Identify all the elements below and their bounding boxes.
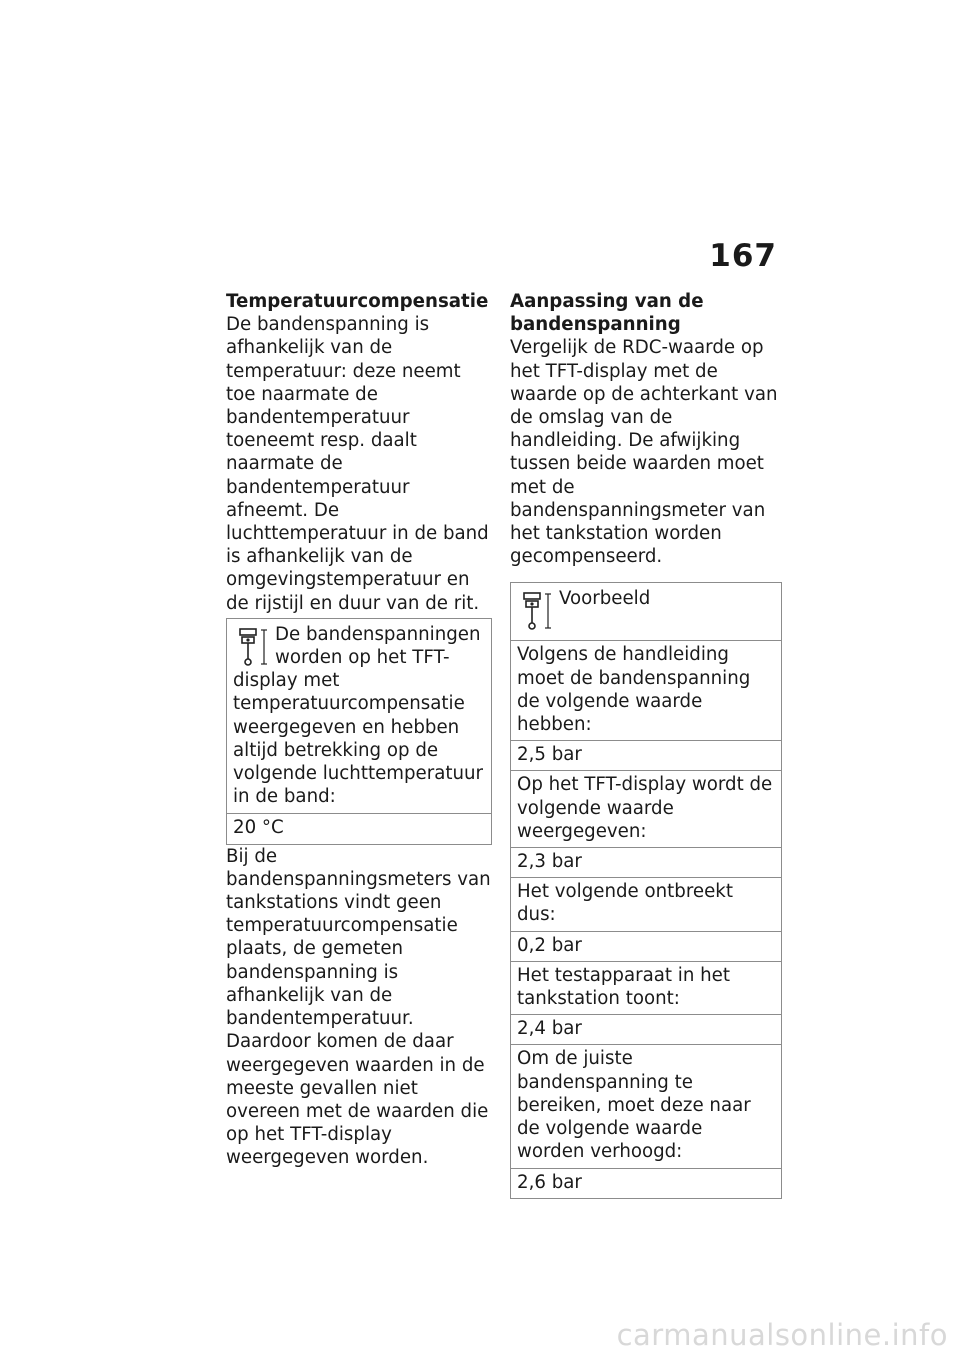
tire-pressure-gauge-icon [521,590,555,632]
example-row-tester-value: 2,4 bar [511,1014,781,1044]
example-row-missing-value: 0,2 bar [511,931,781,961]
note-text: De bandenspanningen worden op het TFT-display met temperatuurcompensatie weergegeven en hebben altijd betrekking op de volgende luchttemperatuur in de band: [233,623,484,808]
example-box [510,582,782,1198]
temperature-compensation-text: De bandenspanning is afhankelijk van de temperatuur: deze neemt toe naarmate de bandentemperatuur toeneemt resp. daalt naarmate de bandentemperatuur afneemt. De luchttemperatuur in de band is afhankelijk van de omgevingstemperatuur en de rijstijl en duur van de rit. [226,314,489,614]
example-header [511,583,781,640]
section-heading-temperature-compensation: Temperatuurcompensatie [226,291,489,312]
watermark: carmanualsonline.info [616,1318,948,1352]
example-row-manual-value: 2,5 bar [511,740,781,770]
example-title: Voorbeeld [559,588,651,610]
note-header [227,619,491,814]
pressure-adjustment-text: Vergelijk de RDC-waarde op het TFT-display met de waarde op de achterkant van de omslag van de handleiding. De afwijking tussen beide waarden moet met de bandenspanningsmeter van het tankstation worden gecompenseerd. [510,337,778,568]
example-row-display-value-text: Op het TFT-display wordt de volgende waarde weergegeven: [511,770,781,847]
note-value: 20 °C [227,813,491,843]
section-heading-pressure-adjustment: Aanpassing van de bandenspanning [510,291,704,336]
example-row-manual-value-text: Volgens de handleiding moet de bandenspanning de volgende waarde hebben: [511,640,781,740]
left-column [226,290,492,1170]
example-row-tester-text: Het testapparaat in het tankstation toont: [511,961,781,1014]
tank-station-text: Bij de bandenspanningsmeters van tankstations vindt geen temperatuurcompensatie plaats, de gemeten bandenspanning is afhankelijk van de bandentemperatuur. Daardoor komen de daar weergegeven waarden in de meeste gevallen niet overeen met de waarden die op het TFT-display weergegeven worden. [226,845,491,1169]
tire-pressure-gauge-icon [237,626,271,668]
example-row-target-value: 2,6 bar [511,1168,781,1198]
example-row-target-text: Om de juiste bandenspanning te bereiken, moet deze naar de volgende waarde worden verhoogd: [511,1044,781,1167]
page-number: 167 [709,238,777,274]
example-row-display-value: 2,3 bar [511,847,781,877]
example-row-missing-text: Het volgende ontbreekt dus: [511,877,781,930]
temperature-note-box [226,618,492,845]
right-column [510,290,782,1199]
